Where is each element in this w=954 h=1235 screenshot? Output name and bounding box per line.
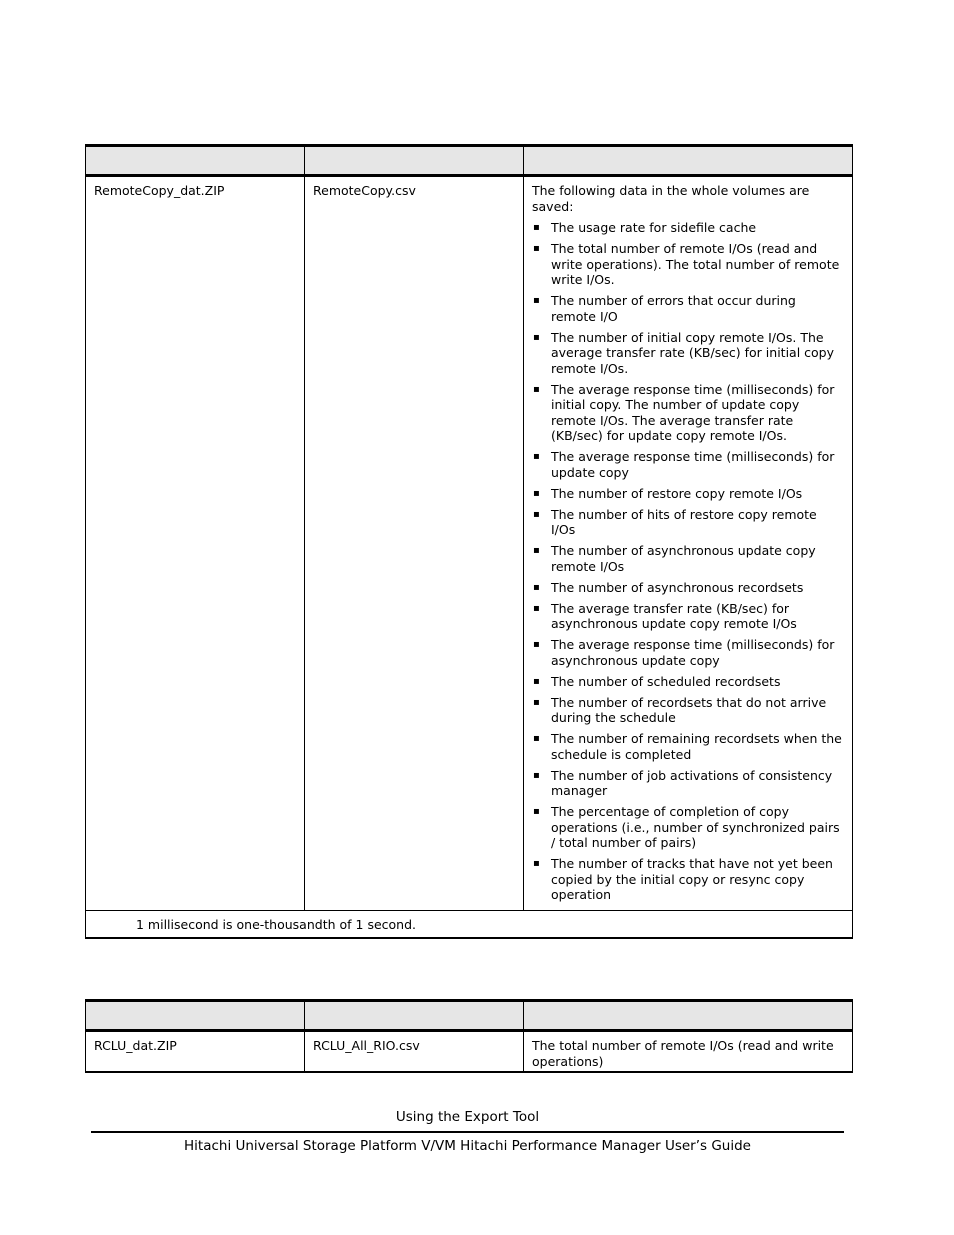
list-item-text: The number of scheduled recordsets: [551, 673, 781, 689]
list-item: [532, 601, 844, 632]
list-item-text: The number of tracks that have not yet been copied by the initial copy or resync copy operation: [551, 856, 833, 902]
header-cell-zip: [86, 1001, 305, 1031]
list-item: [532, 731, 844, 762]
header-cell-zip: [86, 146, 305, 176]
list-item-text: The average response time (milliseconds) for initial copy. The number of update copy remote I/Os. The average transfer rate (KB/sec) for update copy remote I/Os.: [551, 381, 835, 443]
list-item: [532, 580, 844, 596]
list-item-text: The number of initial copy remote I/Os. The average transfer rate (KB/sec) for initial copy remote I/Os.: [551, 329, 834, 376]
bullet-icon: ▪: [533, 581, 540, 593]
list-item-text: The number of restore copy remote I/Os: [551, 485, 803, 501]
data-description-cell: [524, 176, 853, 911]
footer-guide-title: Hitachi Universal Storage Platform V/VM Hitachi Performance Manager User’s Guide: [184, 1138, 751, 1154]
list-item: [532, 674, 844, 690]
zip-file-cell: RemoteCopy_dat.ZIP: [86, 176, 305, 911]
bullet-icon: ▪: [533, 222, 540, 233]
bullet-icon: ▪: [533, 806, 540, 817]
bullet-icon: ▪: [533, 383, 540, 395]
bullet-icon: ▪: [533, 487, 540, 499]
list-item-text: The number of asynchronous update copy remote I/Os: [551, 543, 816, 574]
bullet-icon: ▪: [533, 733, 540, 744]
zip-file-cell: RCLU_dat.ZIP: [86, 1031, 305, 1073]
bullet-icon: ▪: [533, 696, 540, 708]
list-item: [532, 507, 844, 538]
list-item: [532, 856, 844, 903]
table-header-row: [86, 1001, 853, 1031]
bullet-icon: ▪: [533, 639, 540, 650]
bullet-icon: ▪: [533, 508, 540, 520]
list-item-text: The percentage of completion of copy operations (i.e., number of synchronized pairs / total number of pairs): [551, 804, 840, 850]
list-item: [532, 804, 844, 851]
list-item: [532, 637, 844, 668]
footer-divider: [91, 1131, 844, 1133]
bullet-icon: ▪: [533, 243, 540, 254]
bullet-icon: ▪: [533, 675, 540, 687]
list-item-text: The average transfer rate (KB/sec) for asynchronous update copy remote I/Os: [551, 600, 797, 631]
footnote: 1 millisecond is one-thousandth of 1 second.: [86, 911, 853, 938]
data-description-cell: The total number of remote I/Os (read and write operations): [524, 1031, 853, 1073]
csv-file-cell: RCLU_All_RIO.csv: [305, 1031, 524, 1073]
list-item: [532, 293, 844, 324]
list-item-text: The number of recordsets that do not arrive during the schedule: [551, 694, 827, 725]
list-item: [532, 220, 844, 236]
list-item-text: The total number of remote I/Os (read and write operations). The total number of remote write I/Os.: [551, 241, 840, 287]
list-item-text: The average response time (milliseconds) for update copy: [551, 449, 835, 480]
description-intro: The following data in the whole volumes are saved:: [532, 183, 810, 214]
list-item-text: The average response time (milliseconds) for asynchronous update copy: [551, 637, 835, 668]
header-cell-csv: [305, 146, 524, 176]
table-row: [86, 1031, 853, 1073]
list-item: [532, 486, 844, 502]
list-item: [532, 330, 844, 377]
bullet-icon: ▪: [533, 295, 540, 306]
remote-copy-table: [85, 144, 853, 939]
header-cell-data: [524, 1001, 853, 1031]
header-cell-csv: [305, 1001, 524, 1031]
list-item-text: The number of hits of restore copy remote I/Os: [551, 506, 817, 537]
list-item-text: The usage rate for sidefile cache: [551, 220, 757, 235]
footer-section-title: Using the Export Tool: [395, 1109, 540, 1125]
rclu-table: [85, 999, 853, 1073]
list-item: [532, 382, 844, 444]
bullet-icon: ▪: [533, 451, 540, 462]
list-item-text: The number of errors that occur during remote I/O: [551, 293, 796, 324]
list-item-text: The number of remaining recordsets when the schedule is completed: [551, 731, 842, 762]
list-item: [532, 768, 844, 799]
bullet-icon: ▪: [533, 545, 540, 556]
list-item: [532, 695, 844, 726]
list-item-text: The number of asynchronous recordsets: [551, 579, 804, 595]
table-note-row: [86, 911, 853, 938]
csv-file-cell: RemoteCopy.csv: [305, 176, 524, 911]
bullet-icon: ▪: [533, 858, 540, 869]
table-header-row: [86, 146, 853, 176]
list-item: [532, 543, 844, 574]
bullet-icon: ▪: [533, 769, 540, 781]
list-item-text: The number of job activations of consistency manager: [551, 767, 833, 798]
header-cell-data: [524, 146, 853, 176]
saved-data-list: [532, 220, 844, 903]
bullet-icon: ▪: [533, 331, 540, 343]
list-item: [532, 449, 844, 480]
table-row: [86, 176, 853, 911]
bullet-icon: ▪: [533, 602, 540, 614]
list-item: [532, 241, 844, 288]
